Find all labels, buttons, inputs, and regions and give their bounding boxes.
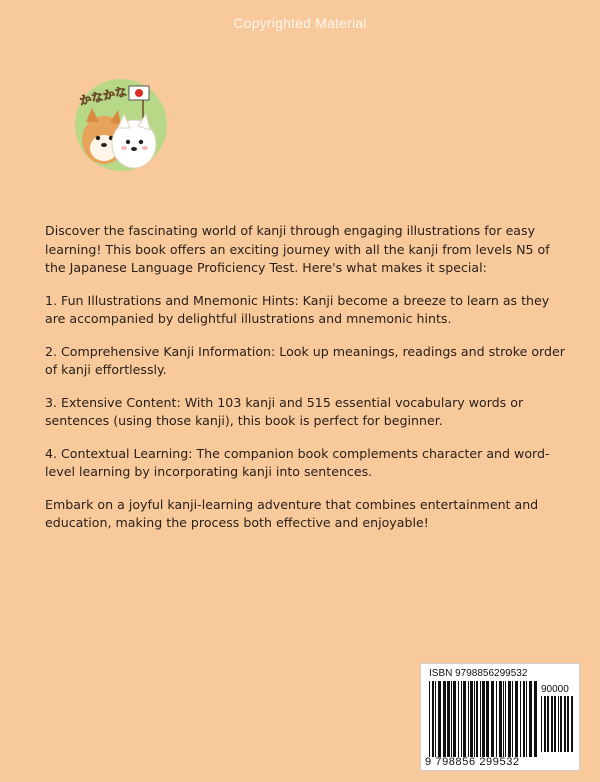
isbn-barcode xyxy=(420,663,580,771)
isbn-label: ISBN 9798856299532 xyxy=(429,668,528,679)
feature-1-paragraph: 1. Fun Illustrations and Mnemonic Hints: Kanji become a breeze to learn as they are accompanied by delightful illustrations and mnemonic hints. xyxy=(45,292,550,326)
barcode-stripe xyxy=(554,696,556,752)
barcode-stripe xyxy=(468,681,469,757)
flag-sun-icon xyxy=(135,89,143,97)
barcode-stripe xyxy=(541,696,542,752)
barcode-stripe xyxy=(480,681,481,757)
book-description xyxy=(45,222,567,547)
barcode-bars xyxy=(429,681,537,757)
barcode-stripe xyxy=(564,696,566,752)
price-code: 90000 xyxy=(541,684,569,695)
barcode-stripe xyxy=(491,681,494,757)
barcode-stripe xyxy=(551,696,553,752)
barcode-stripe xyxy=(463,681,466,757)
addon-barcode-bars xyxy=(541,696,575,752)
barcode-stripe xyxy=(534,681,537,757)
barcode-stripe xyxy=(558,696,559,752)
barcode-stripe xyxy=(476,681,478,757)
barcode-stripe xyxy=(571,696,573,752)
barcode-stripe xyxy=(474,681,475,757)
barcode-stripe xyxy=(451,681,452,757)
feature-3-paragraph: 3. Extensive Content: With 103 kanji and 515 essential vocabulary words or sentences (using those kanji), this book is perfect for beginner. xyxy=(45,394,524,428)
barcode-stripe xyxy=(515,681,518,757)
barcode-stripe xyxy=(453,681,456,757)
barcode-stripe xyxy=(486,681,489,757)
barcode-stripe xyxy=(503,681,504,757)
barcode-stripe xyxy=(458,681,459,757)
barcode-stripe xyxy=(523,681,525,757)
barcode-stripe xyxy=(470,681,473,757)
barcode-stripe xyxy=(544,696,546,752)
barcode-stripe xyxy=(508,681,511,757)
barcode-stripe xyxy=(438,681,441,757)
barcode-stripe xyxy=(499,681,502,757)
barcode-stripe xyxy=(520,681,521,757)
feature-4-paragraph: 4. Contextual Learning: The companion book complements character and word-level learning by incorporating kanji into sentences. xyxy=(45,445,550,479)
barcode-stripe xyxy=(567,696,569,752)
barcode-stripe xyxy=(512,681,513,757)
barcode-digits: 9 798856 299532 xyxy=(425,756,520,768)
barcode-stripe xyxy=(505,681,506,757)
logo-title: かなかな xyxy=(78,84,129,108)
barcode-stripe xyxy=(547,696,549,752)
feature-2-paragraph: 2. Comprehensive Kanji Information: Look up meanings, readings and stroke order of kanji effortlessly. xyxy=(45,343,565,377)
barcode-stripe xyxy=(429,681,430,757)
barcode-stripe xyxy=(461,681,462,757)
barcode-stripe xyxy=(447,681,450,757)
mascot-logo xyxy=(74,78,168,172)
mascot-illustration xyxy=(74,78,168,172)
barcode-stripe xyxy=(496,681,497,757)
barcode-stripe xyxy=(526,681,527,757)
closing-paragraph: Embark on a joyful kanji-learning adventure that combines entertainment and education, making the process both effective and enjoyable! xyxy=(45,496,539,530)
barcode-stripe xyxy=(560,696,562,752)
intro-paragraph: Discover the fascinating world of kanji through engaging illustrations for easy learning! This book offers an exciting journey with all the kanji from levels N5 of the Japanese Language Proficiency Test. Here's what makes it special: xyxy=(45,223,550,275)
copyright-watermark: Copyrighted Material xyxy=(233,15,367,31)
barcode-stripe xyxy=(435,681,436,757)
barcode-stripe xyxy=(529,681,532,757)
barcode-stripe xyxy=(432,681,434,757)
barcode-stripe xyxy=(482,681,485,757)
barcode-stripe xyxy=(443,681,446,757)
